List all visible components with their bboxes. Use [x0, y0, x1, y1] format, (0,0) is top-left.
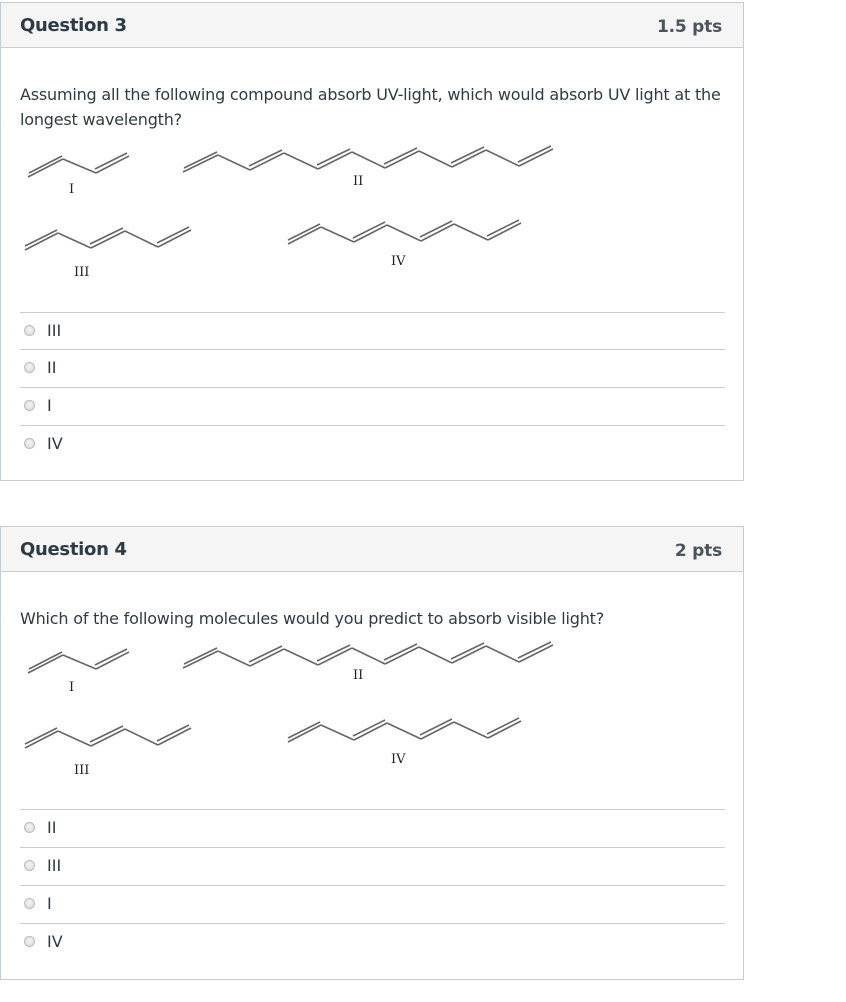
molecule-label-iv: IV — [391, 752, 406, 767]
molecule-label-iv: IV — [391, 254, 406, 269]
answer-label[interactable]: IV — [47, 932, 63, 951]
question-prompt: Which of the following molecules would you predict to absorb visible light? — [20, 609, 605, 628]
answer-label[interactable]: II — [47, 358, 57, 377]
answer-option[interactable] — [20, 349, 725, 387]
molecule-iii-structure — [25, 227, 191, 250]
question-points: 2 pts — [674, 541, 722, 561]
answer-option[interactable] — [20, 425, 725, 462]
answer-label[interactable]: III — [47, 856, 62, 875]
answer-option[interactable] — [20, 312, 725, 349]
molecule-structures — [1, 143, 745, 293]
answer-list — [20, 809, 725, 960]
molecule-i-structure — [28, 153, 129, 177]
answer-label[interactable]: III — [47, 321, 62, 340]
question-header — [1, 3, 743, 48]
question-prompt: Assuming all the following compound absorb UV-light, which would absorb UV light at the longest wavelength? — [20, 85, 721, 129]
molecule-ii-structure — [183, 642, 553, 668]
radio-button[interactable] — [24, 936, 35, 947]
molecule-label-i: I — [69, 680, 75, 695]
radio-button[interactable] — [24, 438, 35, 449]
radio-button[interactable] — [24, 325, 35, 336]
answer-option[interactable] — [20, 387, 725, 425]
radio-button[interactable] — [24, 898, 35, 909]
radio-button[interactable] — [24, 822, 35, 833]
radio-button[interactable] — [24, 860, 35, 871]
molecule-label-iii: III — [74, 265, 90, 280]
answer-label[interactable]: I — [47, 894, 52, 913]
radio-button[interactable] — [24, 400, 35, 411]
question-4-card — [0, 526, 744, 980]
molecule-label-i: I — [69, 182, 75, 197]
answer-label[interactable]: IV — [47, 434, 63, 453]
molecule-label-ii: II — [353, 668, 364, 683]
question-points: 1.5 pts — [656, 17, 722, 37]
answer-option[interactable] — [20, 847, 725, 885]
question-header — [1, 527, 743, 572]
answer-list — [20, 312, 725, 462]
question-title: Question 4 — [20, 539, 127, 560]
answer-option[interactable] — [20, 885, 725, 923]
molecule-iii-structure — [25, 725, 191, 748]
molecule-iv-structure — [288, 220, 521, 244]
molecule-iv-structure — [288, 718, 521, 742]
molecule-i-structure — [28, 649, 129, 673]
molecule-label-iii: III — [74, 763, 90, 778]
answer-option[interactable] — [20, 809, 725, 847]
answer-label[interactable]: II — [47, 818, 57, 837]
answer-label[interactable]: I — [47, 396, 52, 415]
molecule-structures — [1, 639, 745, 789]
answer-option[interactable] — [20, 923, 725, 960]
molecule-label-ii: II — [353, 174, 364, 189]
question-3-card — [0, 2, 744, 481]
radio-button[interactable] — [24, 362, 35, 373]
question-title: Question 3 — [20, 15, 127, 36]
molecule-ii-structure — [183, 146, 553, 172]
